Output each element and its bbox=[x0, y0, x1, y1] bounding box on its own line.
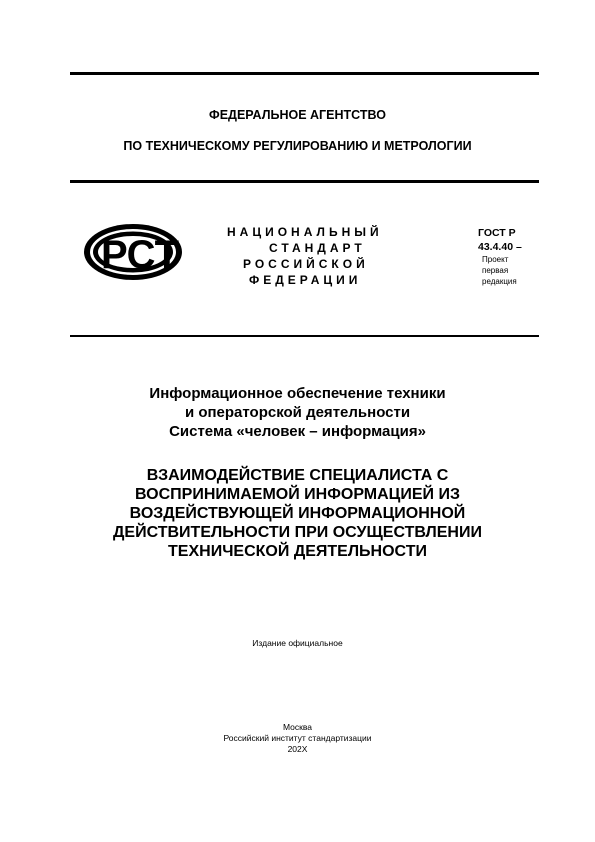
imprint-city: Москва bbox=[282, 722, 313, 732]
top-rule bbox=[70, 72, 539, 75]
edition-note: Издание официальное bbox=[252, 638, 343, 648]
agency-name-line1: ФЕДЕРАЛЬНОЕ АГЕНТСТВО bbox=[209, 108, 386, 122]
title-line-3: ВОЗДЕЙСТВУЮЩЕЙ ИНФОРМАЦИОННОЙ bbox=[129, 505, 466, 522]
title-line-2: ВОСПРИНИМАЕМОЙ ИНФОРМАЦИЕЙ ИЗ bbox=[135, 486, 460, 503]
rst-logo-icon bbox=[82, 222, 184, 282]
document-title bbox=[0, 466, 595, 561]
subtitle-line-3: Система «человек – информация» bbox=[169, 423, 426, 440]
imprint-year: 202Х bbox=[287, 744, 308, 754]
title-line-4: ДЕЙСТВИТЕЛЬНОСТИ ПРИ ОСУЩЕСТВЛЕНИИ bbox=[113, 524, 482, 541]
gost-code-line2: 43.4.40 – bbox=[478, 241, 522, 253]
national-standard-block bbox=[205, 224, 420, 288]
draft-status-line2: первая bbox=[482, 266, 509, 275]
standard-line-1: НАЦИОНАЛЬНЫЙ bbox=[227, 225, 383, 239]
agency-name-line2: ПО ТЕХНИЧЕСКОМУ РЕГУЛИРОВАНИЮ И МЕТРОЛОГИИ bbox=[123, 139, 472, 153]
gost-code-line1: ГОСТ Р bbox=[478, 227, 516, 239]
imprint-institute: Российский институт стандартизации bbox=[223, 733, 372, 743]
draft-status-line3: редакция bbox=[482, 277, 517, 286]
standard-line-2: СТАНДАРТ bbox=[269, 241, 366, 255]
subtitle-line-2: и операторской деятельности bbox=[184, 404, 411, 421]
draft-status-line1: Проект bbox=[482, 255, 509, 264]
imprint bbox=[0, 722, 595, 755]
standard-line-3: РОССИЙСКОЙ bbox=[243, 257, 369, 271]
logo-letters: РСТ bbox=[101, 233, 180, 277]
standard-line-4: ФЕДЕРАЦИИ bbox=[249, 273, 362, 287]
title-line-1: ВЗАИМОДЕЙСТВИЕ СПЕЦИАЛИСТА С bbox=[146, 467, 449, 484]
subtitle-line-1: Информационное обеспечение техники bbox=[149, 385, 446, 402]
header-rule bbox=[70, 180, 539, 183]
title-line-5: ТЕХНИЧЕСКОЙ ДЕЯТЕЛЬНОСТИ bbox=[168, 543, 427, 560]
block-rule bbox=[70, 335, 539, 337]
document-subtitle bbox=[0, 384, 595, 441]
gost-designation bbox=[478, 226, 558, 287]
